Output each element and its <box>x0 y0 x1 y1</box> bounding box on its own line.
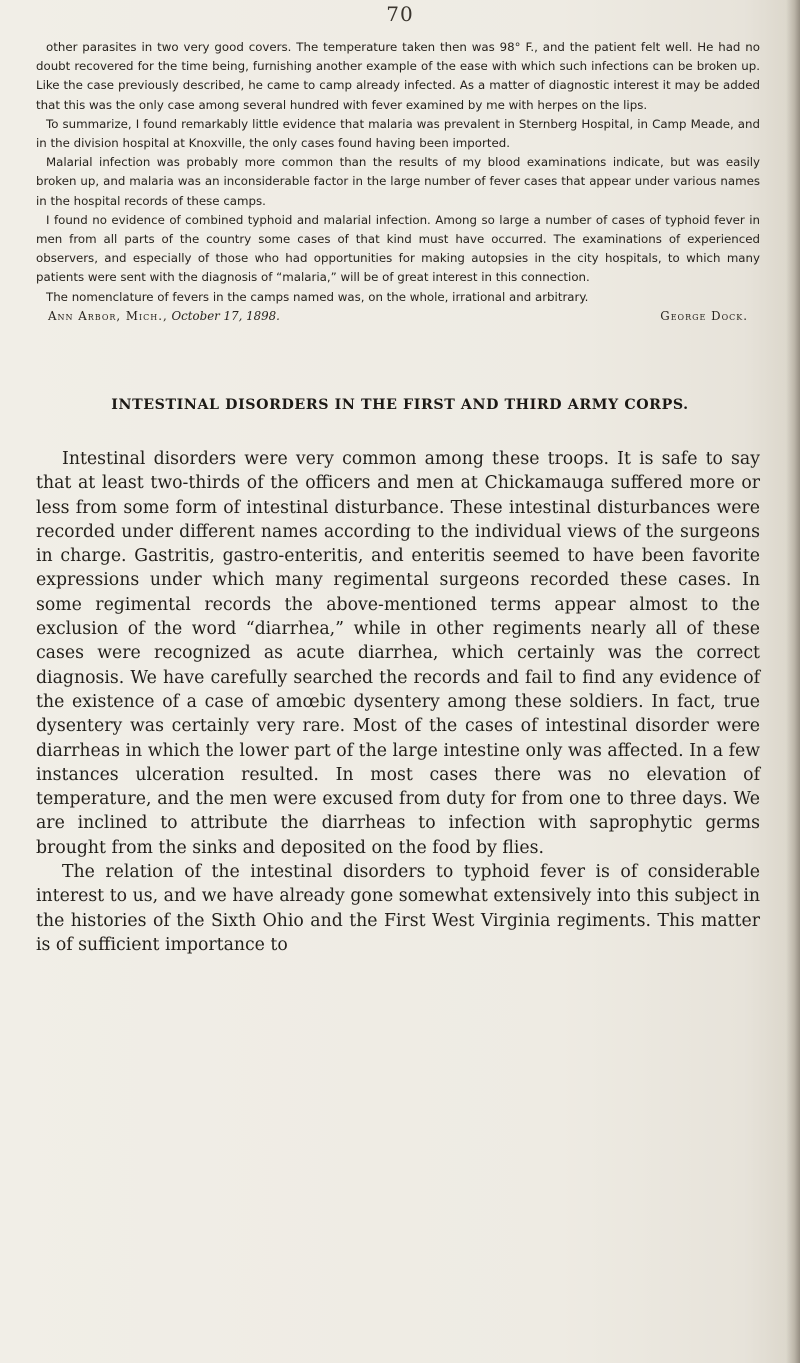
article-paragraph: Intestinal disorders were very common among these troops. It is safe to say that at least two-thirds of the officers and men at Chickamauga suffered more or less from some form of intestinal disturbance. These intestinal disturbances were recorded under different names according to the individual views of the surgeons in charge. Gastritis, gastro-enteritis, and enteritis seemed to have been favorite expressions under which many regimental surgeons recorded these cases. In some regimental records the above-mentioned terms appear almost to the exclusion of the word “diarrhea,” while in other regiments nearly all of these cases were recognized as acute diarrhea, which certainly was the correct diagnosis. We have carefully searched the records and fail to find any evidence of the existence of a case of amœbic dysentery among these soldiers. In fact, true dysentery was certainly very rare. Most of the cases of intestinal disorder were diarrheas in which the lower part of the large intestine only was affected. In a few instances ulceration resulted. In most cases there was no elevation of temperature, and the men were excused from duty for from one to three days. We are inclined to attribute the diarrheas to infection with saprophytic germs brought from the sinks and deposited on the food by flies. <box>36 449 760 858</box>
dateline <box>36 307 760 326</box>
section-heading: INTESTINAL DISORDERS IN THE FIRST AND THIRD ARMY CORPS. <box>111 397 689 413</box>
letter-paragraph: I found no evidence of combined typhoid and malarial infection. Among so large a number of cases of typhoid fever in men from all parts of the country some cases of that kind must have occurred. The examinations of experienced observers, and especially of those who had opportunities for making autopsies in the city hospitals, to which many patients were sent with the diagnosis of “malaria,” will be of great interest in this connection. <box>36 212 760 285</box>
letter-paragraph: Malarial infection was probably more common than the results of my blood examinations indicate, but was easily broken up, and malaria was an inconsiderable factor in the large number of fever cases that appear under various names in the hospital records of these camps. <box>36 155 760 208</box>
dateline-place: Ann Arbor, Mich., <box>48 309 168 324</box>
dateline-date: October 17, 1898. <box>171 309 280 324</box>
letter-paragraph: The nomenclature of fevers in the camps named was, on the whole, irrational and arbitrary. <box>46 289 589 304</box>
article-paragraph: The relation of the intestinal disorders to typhoid fever is of considerable interest to us, and we have already gone somewhat extensively into this subject in the histories of the Sixth Ohio and the First West Virginia regiments. This matter is of sufficient importance to <box>36 862 760 955</box>
letter-paragraph: To summarize, I found remarkably little evidence that malaria was prevalent in Sternberg Hospital, in Camp Meade, and in the division hospital at Knoxville, the only cases found having been imported. <box>36 116 760 151</box>
signature: George Dock. <box>660 308 748 323</box>
page-number: 70 <box>386 2 414 26</box>
article-body <box>36 447 760 957</box>
letter-section <box>36 38 760 326</box>
letter-paragraph: other parasites in two very good covers. The temperature taken then was 98° F., and the patient felt well. He had no doubt recovered for the time being, furnishing another example of the ease with which such infections can be broken up. Like the case previously described, he came to camp already infected. As a matter of diagnostic interest it may be added that this was the only case among several hundred with fever examined by me with herpes on the lips. <box>36 40 760 112</box>
page-edge-shadow <box>786 0 800 1363</box>
